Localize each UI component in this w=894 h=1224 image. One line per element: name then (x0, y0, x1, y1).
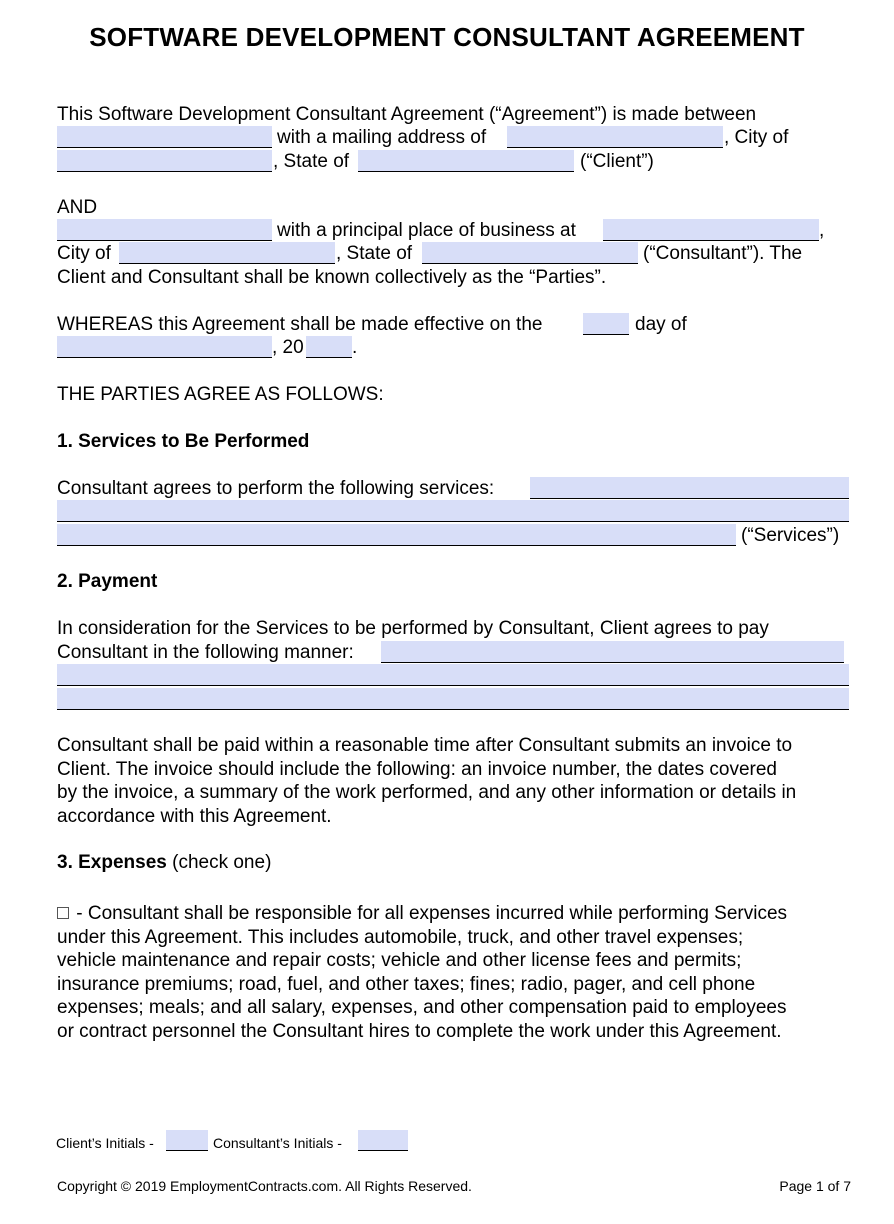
expense-text-line: under this Agreement. This includes automobile, truck, and other travel expenses; (57, 927, 744, 948)
effective-month-field[interactable] (57, 336, 272, 358)
client-initials-field[interactable] (166, 1130, 208, 1151)
invoice-para-line: by the invoice, a summary of the work performed, and any other information or details in (57, 782, 797, 803)
consultant-city-field[interactable] (119, 242, 335, 264)
expense-text-line: or contract personnel the Consultant hires to complete the work under this Agreement. (57, 1021, 782, 1042)
whereas-period: . (352, 337, 358, 358)
invoice-para-line: Client. The invoice should include the following: an invoice number, the dates covered (57, 759, 777, 780)
payment-line-2: Consultant in the following manner: (57, 642, 354, 663)
and-label: AND (57, 197, 98, 218)
expense-text-line: insurance premiums; road, fuel, and other taxes; fines; radio, pager, and cell phone (57, 974, 756, 995)
invoice-para-line: accordance with this Agreement. (57, 806, 332, 827)
effective-day-field[interactable] (583, 313, 629, 335)
parties-line: Client and Consultant shall be known collectively as the “Parties”. (57, 267, 607, 288)
section-2-heading: 2. Payment (57, 571, 158, 592)
services-field-1[interactable] (530, 477, 849, 499)
consultant-initials-label: Consultant’s Initials - (213, 1135, 342, 1151)
consultant-name-field[interactable] (57, 219, 272, 241)
check-one-note: (check one) (172, 852, 272, 873)
consultant-state-label: , State of (336, 243, 413, 264)
consultant-initials-field[interactable] (358, 1130, 408, 1151)
consultant-tag: (“Consultant”). The (643, 243, 803, 264)
consultant-address-field[interactable] (603, 219, 819, 241)
year-prefix: , 20 (272, 337, 304, 358)
expense-text-line: vehicle maintenance and repair costs; vehicle and other license fees and permits; (57, 950, 742, 971)
expense-text-line: expenses; meals; and all salary, expenses, and other compensation paid to employees (57, 997, 787, 1018)
payment-line-1: In consideration for the Services to be performed by Consultant, Client agrees to pay (57, 618, 769, 639)
client-city-label: , City of (724, 127, 789, 148)
client-name-field[interactable] (57, 126, 272, 148)
section-3-heading: 3. Expenses (57, 852, 167, 873)
intro-line-1: This Software Development Consultant Agreement (“Agreement”) is made between (57, 104, 757, 125)
services-tag: (“Services”) (741, 525, 840, 546)
document-title: SOFTWARE DEVELOPMENT CONSULTANT AGREEMENT (89, 22, 805, 52)
client-address-field[interactable] (507, 126, 723, 148)
payment-field-2[interactable] (57, 664, 849, 686)
payment-field-1[interactable] (381, 641, 844, 663)
expense-option-checkbox[interactable] (57, 907, 69, 919)
services-field-3[interactable] (57, 524, 736, 546)
expense-option-text: - Consultant shall be responsible for all expenses incurred while performing Services (76, 903, 788, 924)
client-city-field[interactable] (57, 150, 272, 172)
agree-heading: THE PARTIES AGREE AS FOLLOWS: (57, 384, 384, 405)
page-number: Page 1 of 7 (779, 1178, 851, 1194)
services-field-2[interactable] (57, 500, 849, 522)
section-3-heading-line (57, 851, 271, 874)
expense-option-line (57, 902, 787, 925)
client-initials-label: Client’s Initials - (56, 1135, 154, 1151)
comma: , (819, 220, 825, 241)
client-state-label: , State of (273, 151, 350, 172)
consultant-city-label: City of (57, 243, 111, 264)
copyright-text: Copyright © 2019 EmploymentContracts.com. All Rights Reserved. (57, 1178, 472, 1194)
whereas-text: WHEREAS this Agreement shall be made effective on the (57, 314, 543, 335)
mailing-address-label: with a mailing address of (277, 127, 487, 148)
place-of-business-label: with a principal place of business at (277, 220, 576, 241)
invoice-para-line: Consultant shall be paid within a reasonable time after Consultant submits an invoice to (57, 735, 793, 756)
section-1-heading: 1. Services to Be Performed (57, 431, 310, 452)
payment-field-3[interactable] (57, 688, 849, 710)
day-of-label: day of (635, 314, 687, 335)
client-state-field[interactable] (358, 150, 574, 172)
services-text: Consultant agrees to perform the following services: (57, 478, 495, 499)
client-tag: (“Client”) (580, 151, 654, 172)
effective-year-field[interactable] (306, 336, 352, 358)
consultant-state-field[interactable] (422, 242, 638, 264)
